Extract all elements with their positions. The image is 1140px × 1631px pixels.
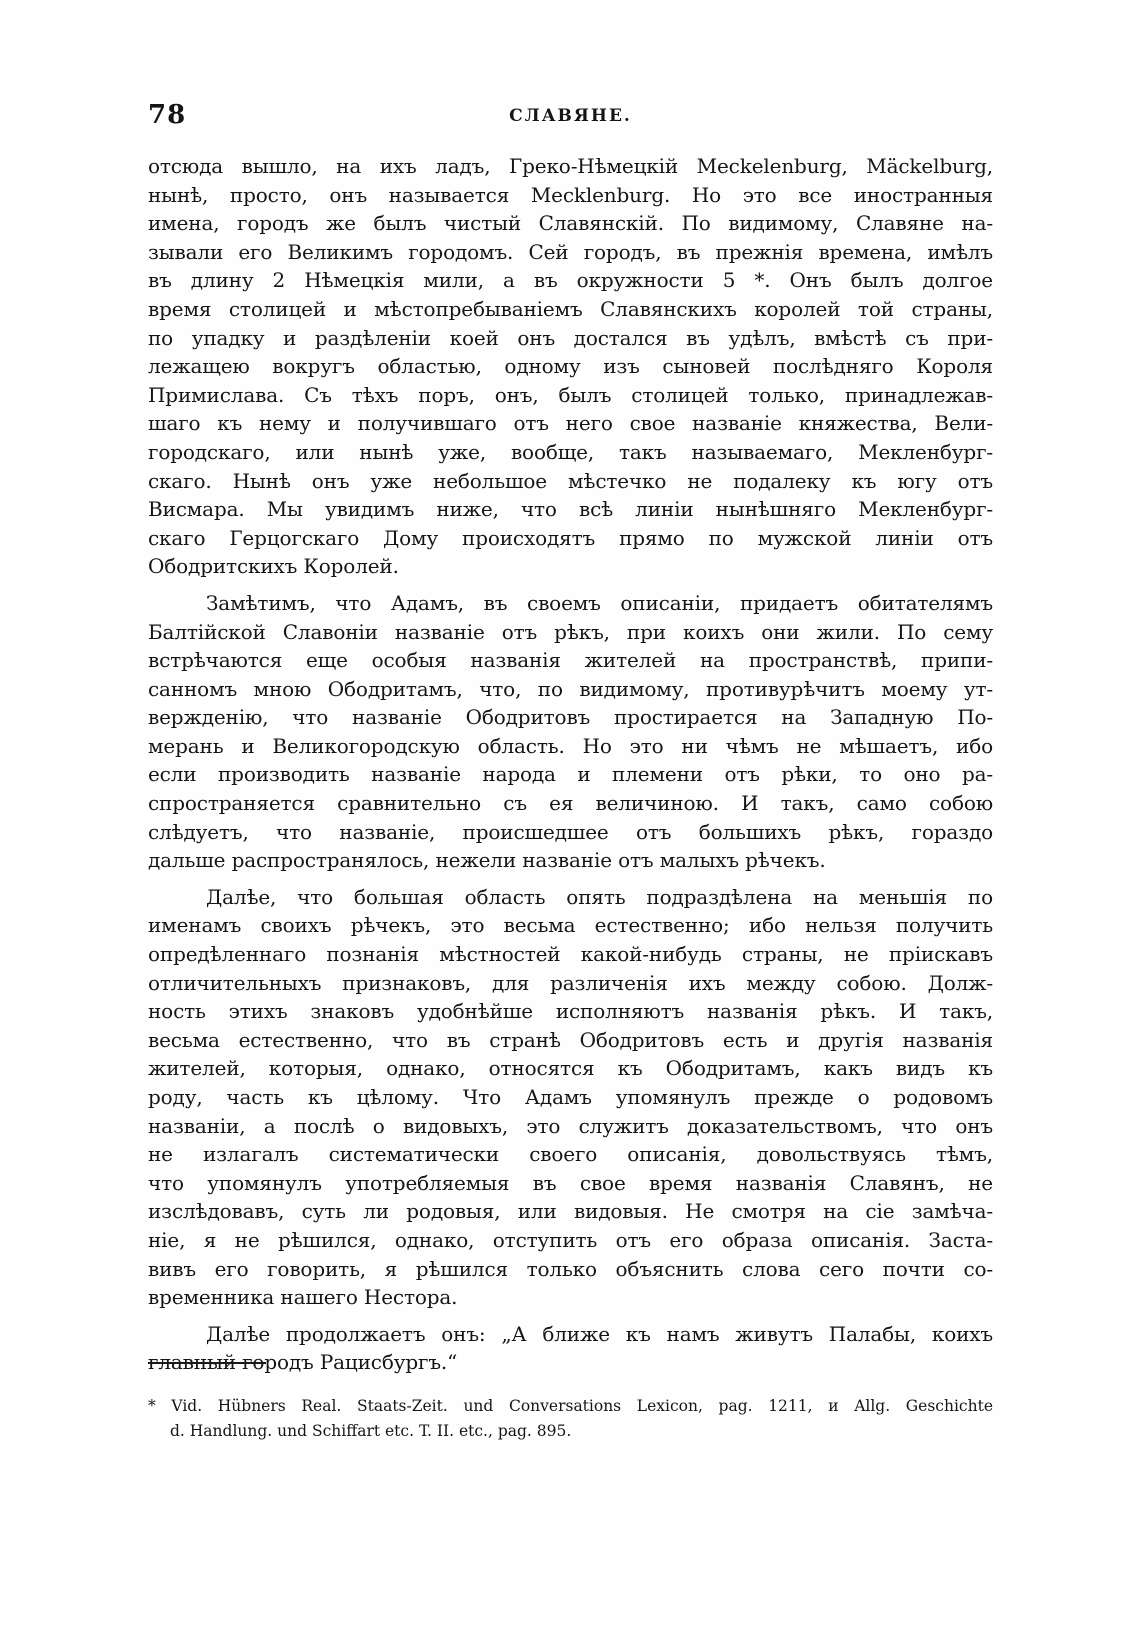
text-line: весьма естественно, что въ странѣ Ободритовъ есть и другія названія xyxy=(148,1027,993,1052)
text-line: отличительныхъ признаковъ, для различенія ихъ между собою. Долж- xyxy=(148,970,993,995)
text-line: Замѣтимъ, что Адамъ, въ своемъ описаніи, придаетъ обитателямъ xyxy=(206,590,993,615)
text-line: ность этихъ знаковъ удобнѣйше исполняютъ названія рѣкъ. И такъ, xyxy=(148,999,993,1024)
text-line: Далѣе, что большая область опять подраздѣлена на меньшія по xyxy=(206,884,993,909)
text-line: Балтійской Славоніи названіе отъ рѣкъ, при коихъ они жили. По сему xyxy=(148,619,993,644)
text-line: названіи, а послѣ о видовыхъ, это служитъ доказательствомъ, что онъ xyxy=(148,1113,993,1138)
text-line: отсюда вышло, на ихъ ладъ, Греко-Нѣмецкій Meckelenburg, Mäckelburg, xyxy=(148,154,993,178)
footnote xyxy=(148,1394,993,1444)
text-line: встрѣчаются еще особыя названія жителей на пространствѣ, припи- xyxy=(148,648,993,673)
text-line: вивъ его говорить, я рѣшился только объяснить слова сего почти со- xyxy=(148,1256,993,1281)
text-line: именамъ своихъ рѣчекъ, это весьма естественно; ибо нельзя получить xyxy=(148,913,993,938)
body-text xyxy=(148,152,993,1385)
text-line: Ободритскихъ Королей. xyxy=(148,554,399,579)
text-line: изслѣдовавъ, суть ли родовыя, или видовыя. Не смотря на сіе замѣча- xyxy=(148,1199,993,1224)
text-line: не излагалъ систематически своего описанія, довольствуясь тѣмъ, xyxy=(148,1142,993,1167)
text-line: скаго Герцогскаго Дому происходятъ прямо по мужской линіи отъ xyxy=(148,525,993,550)
footnote-line: d. Handlung. und Schiffart etc. T. II. etc., pag. 895. xyxy=(170,1422,572,1440)
text-line: слѣдуетъ, что названіе, происшедшее отъ большихъ рѣкъ, гораздо xyxy=(148,819,993,844)
text-line: время столицей и мѣстопребываніемъ Славянскихъ королей той страны, xyxy=(148,296,993,321)
paragraph-2 xyxy=(148,589,993,875)
page-number: 78 xyxy=(148,100,187,130)
text-line: скаго. Нынѣ онъ уже небольшое мѣстечко не подалеку къ югу отъ xyxy=(148,468,993,493)
text-line: вержденію, что названіе Ободритовъ простирается на Западную По- xyxy=(148,705,993,730)
footnote-line: * Vid. Hübners Real. Staats-Zeit. und Conversations Lexicon, pag. 1211, и Allg. Geschichte xyxy=(148,1397,993,1415)
text-line: опредѣленнаго познанія мѣстностей какой-нибудь страны, не пріискавъ xyxy=(148,942,993,967)
text-line: нынѣ, просто, онъ называется Mecklenburg. Но это все иностранныя xyxy=(148,182,993,207)
text-line: мерань и Великогородскую область. Но это ни чѣмъ не мѣшаетъ, ибо xyxy=(148,733,993,758)
text-line: дальше распространялось, нежели названіе отъ малыхъ рѣчекъ. xyxy=(148,848,826,873)
header-title: СЛАВЯНЕ. xyxy=(509,106,632,126)
text-line: по упадку и раздѣленіи коей онъ достался въ удѣлъ, вмѣстѣ съ при- xyxy=(148,325,993,350)
text-line: что упомянулъ употребляемыя въ свое время названія Славянъ, не xyxy=(148,1170,993,1195)
text-line: спространяется сравнительно съ ея величиною. И такъ, само собою xyxy=(148,791,993,816)
footnote-rule xyxy=(148,1362,266,1364)
text-line: лежащею вокругъ областью, одному изъ сыновей послѣдняго Короля xyxy=(148,354,993,379)
text-line: Примислава. Съ тѣхъ поръ, онъ, былъ столицей только, принадлежав- xyxy=(148,382,993,407)
text-line: ніе, я не рѣшился, однако, отступить отъ его образа описанія. Заста- xyxy=(148,1227,993,1252)
running-head xyxy=(148,100,993,136)
text-line: шаго къ нему и получившаго отъ него свое названіе княжества, Вели- xyxy=(148,411,993,436)
text-line: жителей, которыя, однако, относятся къ Ободритамъ, какъ видъ къ xyxy=(148,1056,993,1081)
text-line: санномъ мною Ободритамъ, что, по видимому, противурѣчитъ моему ут- xyxy=(148,676,993,701)
text-line: городскаго, или нынѣ уже, вообще, такъ называемаго, Мекленбург- xyxy=(148,439,993,464)
paragraph-4 xyxy=(148,1320,993,1377)
text-line: роду, часть къ цѣлому. Что Адамъ упомянулъ прежде о родовомъ xyxy=(148,1085,993,1109)
text-line: Далѣе продолжаетъ онъ: „А ближе къ намъ живутъ Палабы, коихъ xyxy=(206,1321,993,1346)
text-line: если производить названіе народа и племени отъ рѣки, то оно ра- xyxy=(148,762,993,787)
paragraph-3 xyxy=(148,883,993,1312)
text-line: Висмара. Мы увидимъ ниже, что всѣ линіи нынѣшняго Мекленбург- xyxy=(148,497,993,522)
paragraph-1 xyxy=(148,152,993,581)
text-line: зывали его Великимъ городомъ. Сей городъ, въ прежнія времена, имѣлъ xyxy=(148,239,993,264)
text-line: главный городъ Рацисбургъ.“ xyxy=(148,1350,458,1375)
text-line: въ длину 2 Нѣмецкія мили, а въ окружности 5 *. Онъ былъ долгое xyxy=(148,268,993,293)
text-line: имена, городъ же былъ чистый Славянскій. По видимому, Славяне на- xyxy=(148,211,993,236)
text-line: временника нашего Нестора. xyxy=(148,1285,458,1310)
